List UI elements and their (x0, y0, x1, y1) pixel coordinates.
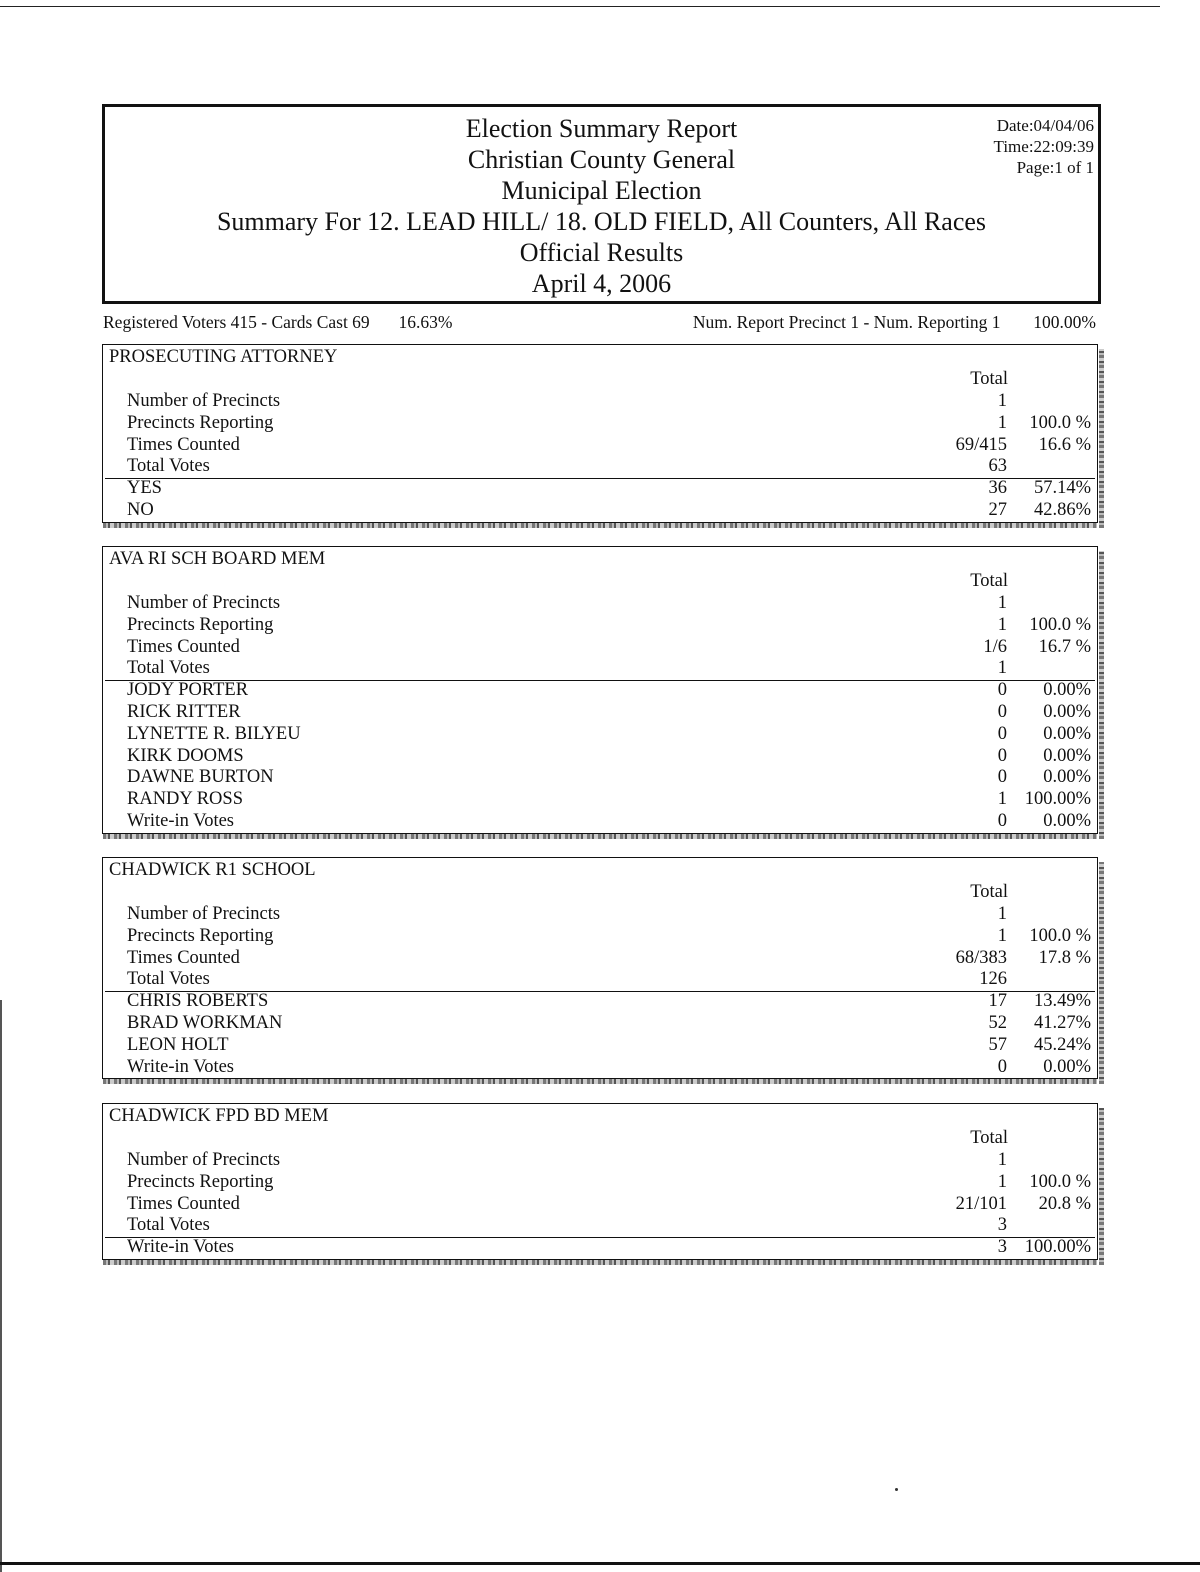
race-box (102, 857, 1098, 1079)
row-percent: 57.14% (1033, 478, 1091, 499)
row-percent: 0.00% (1043, 745, 1091, 766)
candidate-row (103, 766, 1097, 788)
row-total: 0 (997, 702, 1007, 722)
row-label: JODY PORTER (127, 680, 249, 701)
top-page-rule (0, 6, 1160, 7)
row-percent: 16.6 % (1038, 434, 1091, 455)
stat-row (103, 1149, 1097, 1171)
row-percent: 20.8 % (1038, 1193, 1091, 1214)
report-status: Official Results (519, 238, 684, 267)
row-total: 17 (988, 991, 1007, 1012)
report-date: April 4, 2006 (531, 269, 672, 298)
candidate-row (103, 701, 1097, 723)
precinct-reporting-summary (693, 312, 1096, 333)
report-header (102, 104, 1101, 304)
row-total: 63 (988, 456, 1007, 477)
row-label: DAWNE BURTON (127, 767, 274, 788)
row-total: 0 (997, 811, 1007, 831)
race-box (102, 344, 1098, 523)
row-percent: 100.00% (1024, 1237, 1091, 1258)
row-label: Number of Precincts (127, 593, 281, 613)
row-total: 3 (997, 1237, 1007, 1258)
row-label: Write-in Votes (127, 1237, 234, 1258)
stat-row (103, 636, 1097, 658)
row-total: 57 (988, 1034, 1007, 1055)
stat-row (103, 412, 1097, 434)
row-percent: 0.00% (1043, 811, 1091, 831)
row-label: KIRK DOOMS (127, 745, 244, 766)
row-total: 27 (988, 500, 1007, 520)
total-column-header: Total (970, 882, 1008, 902)
scan-speck (895, 1488, 898, 1491)
row-label: LYNETTE R. BILYEU (127, 723, 301, 744)
row-total: 68/383 (955, 947, 1007, 968)
row-total: 3 (997, 1215, 1007, 1236)
row-percent: 42.86% (1033, 500, 1091, 520)
stat-row (103, 968, 1097, 990)
candidate-row (103, 990, 1097, 1012)
bottom-page-rule (0, 1562, 1200, 1565)
row-percent: 0.00% (1043, 680, 1091, 701)
row-label: Number of Precincts (127, 904, 281, 924)
total-column-header: Total (970, 1128, 1008, 1148)
row-total: 1/6 (983, 636, 1007, 657)
meta-page: Page:1 of 1 (1016, 158, 1094, 177)
candidate-row (103, 1056, 1097, 1078)
meta-date: Date:04/04/06 (996, 116, 1094, 135)
row-total: 1 (997, 789, 1007, 810)
row-label: Precincts Reporting (127, 614, 274, 635)
report-summary-scope: Summary For 12. LEAD HILL/ 18. OLD FIELD, All Counters, All Races (216, 207, 987, 236)
row-total: 1 (997, 904, 1007, 924)
row-label: Times Counted (127, 434, 240, 455)
row-total: 1 (997, 658, 1007, 679)
race-title: CHADWICK R1 SCHOOL (109, 860, 316, 880)
row-label: Times Counted (127, 1193, 240, 1214)
candidate-row (103, 477, 1097, 499)
row-total: 126 (979, 969, 1007, 990)
registered-voters-text: Registered Voters 415 - Cards Cast 69 (103, 312, 370, 332)
candidate-row (103, 1236, 1097, 1258)
row-total: 1 (997, 391, 1007, 411)
candidate-row (103, 788, 1097, 810)
row-percent: 0.00% (1043, 1056, 1091, 1077)
row-total: 1 (997, 1150, 1007, 1170)
row-total: 1 (997, 614, 1007, 635)
row-total: 69/415 (955, 434, 1007, 455)
precinct-reporting-text: Num. Report Precinct 1 - Num. Reporting 1 (692, 312, 1001, 332)
race-box (102, 546, 1098, 834)
stat-row (103, 390, 1097, 412)
row-percent: 100.00% (1024, 789, 1091, 810)
row-percent: 0.00% (1043, 767, 1091, 788)
row-label: Total Votes (127, 456, 210, 477)
row-total: 0 (997, 1056, 1007, 1077)
candidate-row (103, 745, 1097, 767)
row-percent: 0.00% (1043, 702, 1091, 722)
candidate-row (103, 679, 1097, 701)
stat-row (103, 903, 1097, 925)
row-label: Times Counted (127, 636, 240, 657)
race-title: PROSECUTING ATTORNEY (109, 347, 338, 367)
candidate-row (103, 723, 1097, 745)
row-total: 1 (997, 925, 1007, 946)
meta-time: Time:22:09:39 (993, 137, 1094, 156)
report-title-block (105, 113, 1098, 299)
row-total: 1 (997, 1171, 1007, 1192)
row-label: Times Counted (127, 947, 240, 968)
row-label: Precincts Reporting (127, 1171, 274, 1192)
stat-row (103, 614, 1097, 636)
stat-row (103, 1193, 1097, 1215)
row-label: BRAD WORKMAN (127, 1013, 283, 1033)
scan-edge-line (0, 1000, 2, 1572)
report-election: Municipal Election (501, 176, 702, 205)
row-label: Number of Precincts (127, 1150, 281, 1170)
row-label: Write-in Votes (127, 1056, 234, 1077)
row-percent: 0.00% (1043, 723, 1091, 744)
report-meta (994, 115, 1094, 178)
row-label: Precincts Reporting (127, 925, 274, 946)
row-percent: 45.24% (1033, 1034, 1091, 1055)
row-percent: 41.27% (1033, 1013, 1091, 1033)
race-title: CHADWICK FPD BD MEM (109, 1106, 329, 1126)
row-total: 0 (997, 745, 1007, 766)
stat-row (103, 592, 1097, 614)
stat-row (103, 925, 1097, 947)
stat-row (103, 455, 1097, 477)
registered-voters-pct: 16.63% (398, 312, 453, 332)
row-percent: 13.49% (1033, 991, 1091, 1012)
row-label: LEON HOLT (127, 1034, 229, 1055)
report-title: Election Summary Report (465, 114, 738, 143)
row-percent: 100.0 % (1029, 925, 1091, 946)
stat-row (103, 1171, 1097, 1193)
row-percent: 100.0 % (1029, 1171, 1091, 1192)
row-label: NO (127, 500, 154, 520)
row-total: 36 (988, 478, 1007, 499)
row-total: 52 (988, 1013, 1007, 1033)
row-label: Write-in Votes (127, 811, 234, 831)
row-total: 0 (997, 723, 1007, 744)
row-label: Number of Precincts (127, 391, 281, 411)
stat-row (103, 657, 1097, 679)
row-label: CHRIS ROBERTS (127, 991, 269, 1012)
candidate-row (103, 1034, 1097, 1056)
race-box (102, 1103, 1098, 1260)
total-column-header: Total (970, 571, 1008, 591)
registered-voters-summary (103, 312, 452, 333)
row-label: Total Votes (127, 1215, 210, 1236)
row-label: Precincts Reporting (127, 412, 274, 433)
stat-row (103, 1214, 1097, 1236)
row-total: 1 (997, 593, 1007, 613)
row-total: 0 (997, 680, 1007, 701)
total-column-header: Total (970, 369, 1008, 389)
stat-row (103, 434, 1097, 456)
row-total: 1 (997, 412, 1007, 433)
row-label: YES (127, 478, 162, 499)
row-label: RICK RITTER (127, 702, 241, 722)
row-percent: 16.7 % (1038, 636, 1091, 657)
row-total: 21/101 (955, 1193, 1007, 1214)
row-label: Total Votes (127, 969, 210, 990)
row-percent: 17.8 % (1038, 947, 1091, 968)
row-label: RANDY ROSS (127, 789, 243, 810)
candidate-row (103, 499, 1097, 521)
report-county: Christian County General (467, 145, 736, 174)
precinct-reporting-pct: 100.00% (1033, 312, 1096, 332)
row-label: Total Votes (127, 658, 210, 679)
candidate-row (103, 1012, 1097, 1034)
row-total: 0 (997, 767, 1007, 788)
race-title: AVA RI SCH BOARD MEM (109, 549, 326, 569)
row-percent: 100.0 % (1029, 412, 1091, 433)
row-percent: 100.0 % (1029, 614, 1091, 635)
stat-row (103, 947, 1097, 969)
candidate-row (103, 810, 1097, 832)
